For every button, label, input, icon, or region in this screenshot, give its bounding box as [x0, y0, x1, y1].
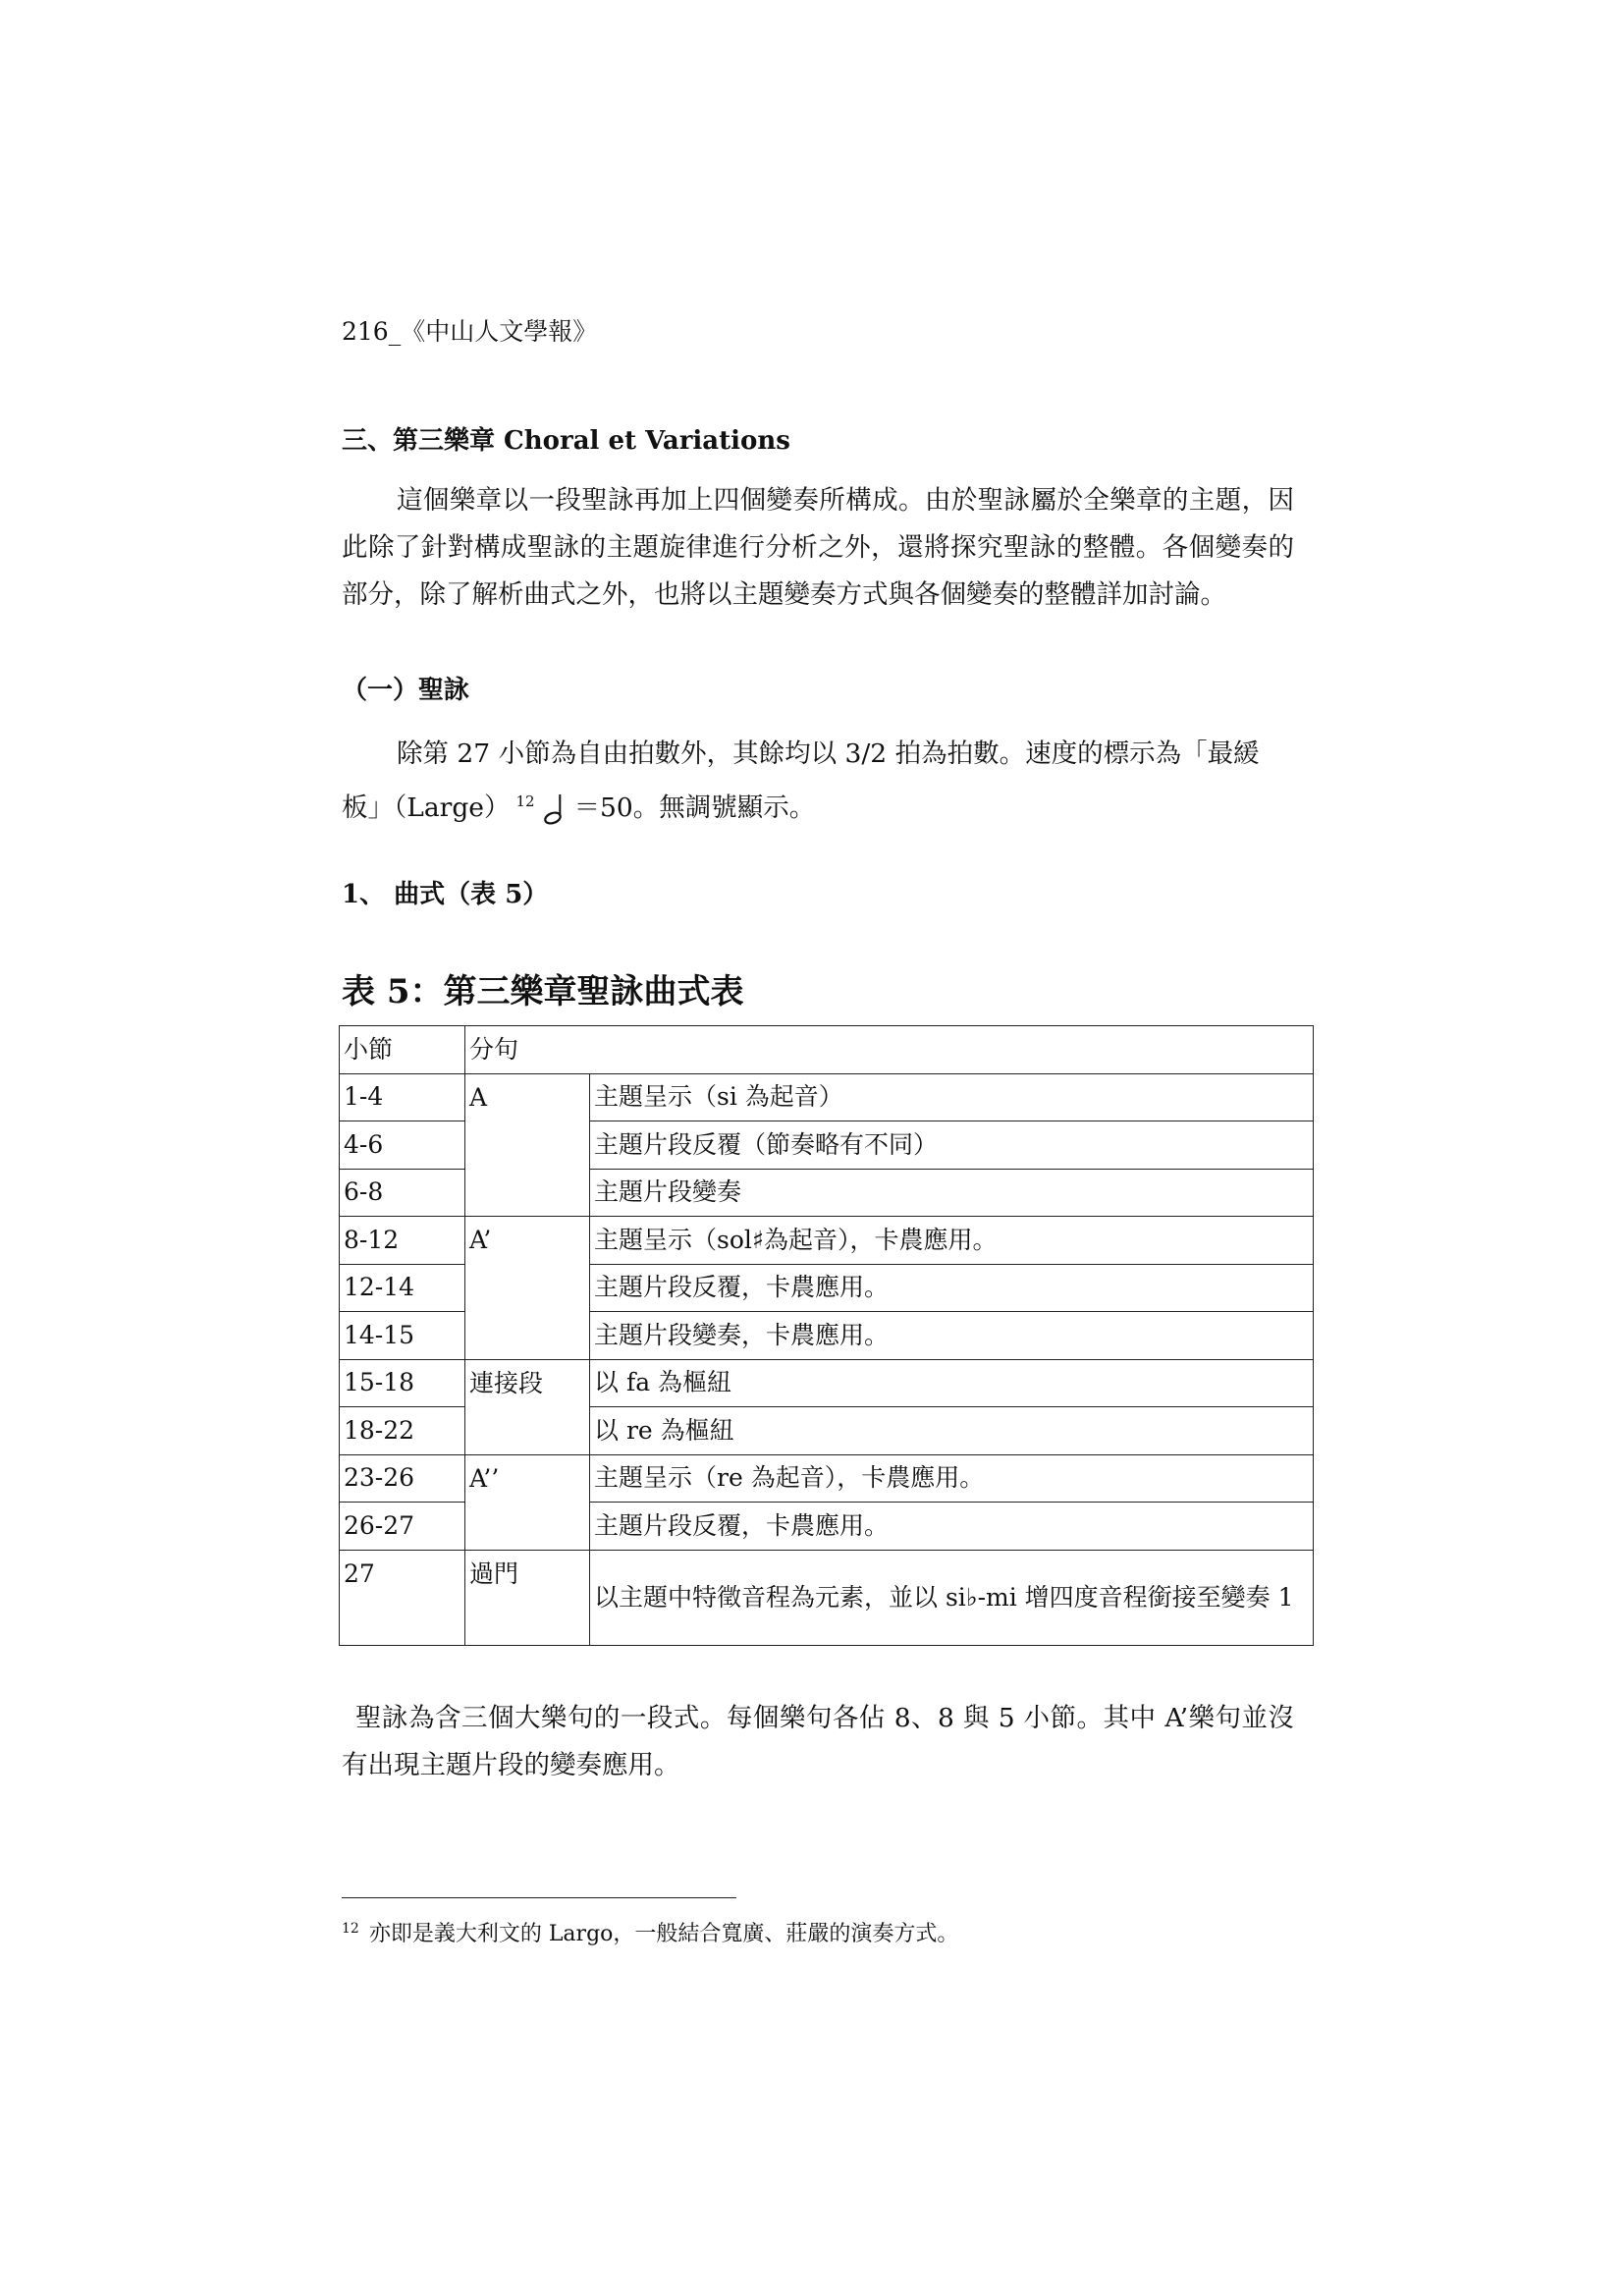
measure-cell: 6-8 [340, 1169, 465, 1217]
phrase-cell: A [465, 1073, 590, 1217]
measure-cell: 18-22 [340, 1407, 465, 1455]
desc-cell: 以主題中特徵音程為元素，並以 si♭-mi 增四度音程銜接至變奏 1 [590, 1550, 1314, 1645]
desc-cell: 主題片段反覆，卡農應用。 [590, 1264, 1314, 1312]
measure-cell: 15-18 [340, 1359, 465, 1407]
desc-cell: 主題片段反覆，卡農應用。 [590, 1503, 1314, 1551]
measure-cell: 23-26 [340, 1454, 465, 1503]
table-row [340, 1217, 1314, 1265]
intro-paragraph [342, 477, 1294, 619]
measure-cell: 12-14 [340, 1264, 465, 1312]
measure-cell: 14-15 [340, 1312, 465, 1360]
closing-paragraph [342, 1695, 1294, 1789]
footnote-ref: 12 [515, 793, 535, 810]
phrase-cell: 過門 [465, 1550, 590, 1645]
desc-cell: 以 fa 為樞紐 [590, 1359, 1314, 1407]
intro-paragraph-text: 這個樂章以一段聖詠再加上四個變奏所構成。由於聖詠屬於全樂章的主題，因此除了針對構成聖詠的主題旋律進行分析之外，還將探究聖詠的整體。各個變奏的部分，除了解析曲式之外，也將以主題變奏方式與各個變奏的整體詳加討論。 [342, 485, 1294, 610]
header-measures: 小節 [340, 1026, 465, 1074]
measure-cell: 1-4 [340, 1073, 465, 1121]
phrase-cell: 連接段 [465, 1359, 590, 1454]
footnote-divider [342, 1897, 736, 1898]
measure-cell: 26-27 [340, 1503, 465, 1551]
measure-cell: 8-12 [340, 1217, 465, 1265]
table-row [340, 1073, 1314, 1121]
section-heading: 三、第三樂章 Choral et Variations [342, 426, 790, 456]
tempo-value: ＝50。無調號顯示。 [573, 792, 816, 823]
desc-cell: 主題片段反覆（節奏略有不同） [590, 1121, 1314, 1170]
form-table [339, 1025, 1314, 1646]
header-phrase: 分句 [465, 1026, 1314, 1074]
footnote-text: 亦即是義大利文的 Largo，一般結合寬廣、莊嚴的演奏方式。 [368, 1922, 959, 1946]
measure-cell: 4-6 [340, 1121, 465, 1170]
tempo-line-2 [342, 778, 1294, 832]
desc-cell: 主題呈示（re 為起音），卡農應用。 [590, 1454, 1314, 1503]
table-row [340, 1359, 1314, 1407]
table-row [340, 1550, 1314, 1645]
closing-paragraph-text: 聖詠為含三個大樂句的一段式。每個樂句各佔 8、8 與 5 小節。其中 A’樂句並沒有出現主題片段的變奏應用。 [342, 1703, 1294, 1780]
tempo-paragraph [342, 731, 1294, 832]
phrase-cell: A’’ [465, 1454, 590, 1550]
table-header-row [340, 1026, 1314, 1074]
tempo-marking: 板」（Large） [342, 792, 511, 823]
measure-cell: 27 [340, 1550, 465, 1645]
running-header: 216_《中山人文學報》 [342, 317, 598, 346]
table-row [340, 1454, 1314, 1503]
footnote [342, 1917, 958, 1947]
desc-cell: 主題呈示（sol♯為起音），卡農應用。 [590, 1217, 1314, 1265]
tempo-line-1: 除第 27 小節為自由拍數外，其餘均以 3/2 拍為拍數。速度的標示為「最緩 [397, 738, 1260, 769]
form-subheading: 1、 曲式（表 5） [342, 880, 549, 909]
half-note-icon [543, 793, 570, 826]
desc-cell: 主題呈示（si 為起音） [590, 1073, 1314, 1121]
footnote-number: 12 [342, 1920, 359, 1937]
subsection-heading: （一）聖詠 [342, 676, 470, 705]
desc-cell: 主題片段變奏，卡農應用。 [590, 1312, 1314, 1360]
desc-cell: 以 re 為樞紐 [590, 1407, 1314, 1455]
desc-cell: 主題片段變奏 [590, 1169, 1314, 1217]
table-caption: 表 5：第三樂章聖詠曲式表 [342, 972, 744, 1011]
phrase-cell: A’ [465, 1217, 590, 1360]
